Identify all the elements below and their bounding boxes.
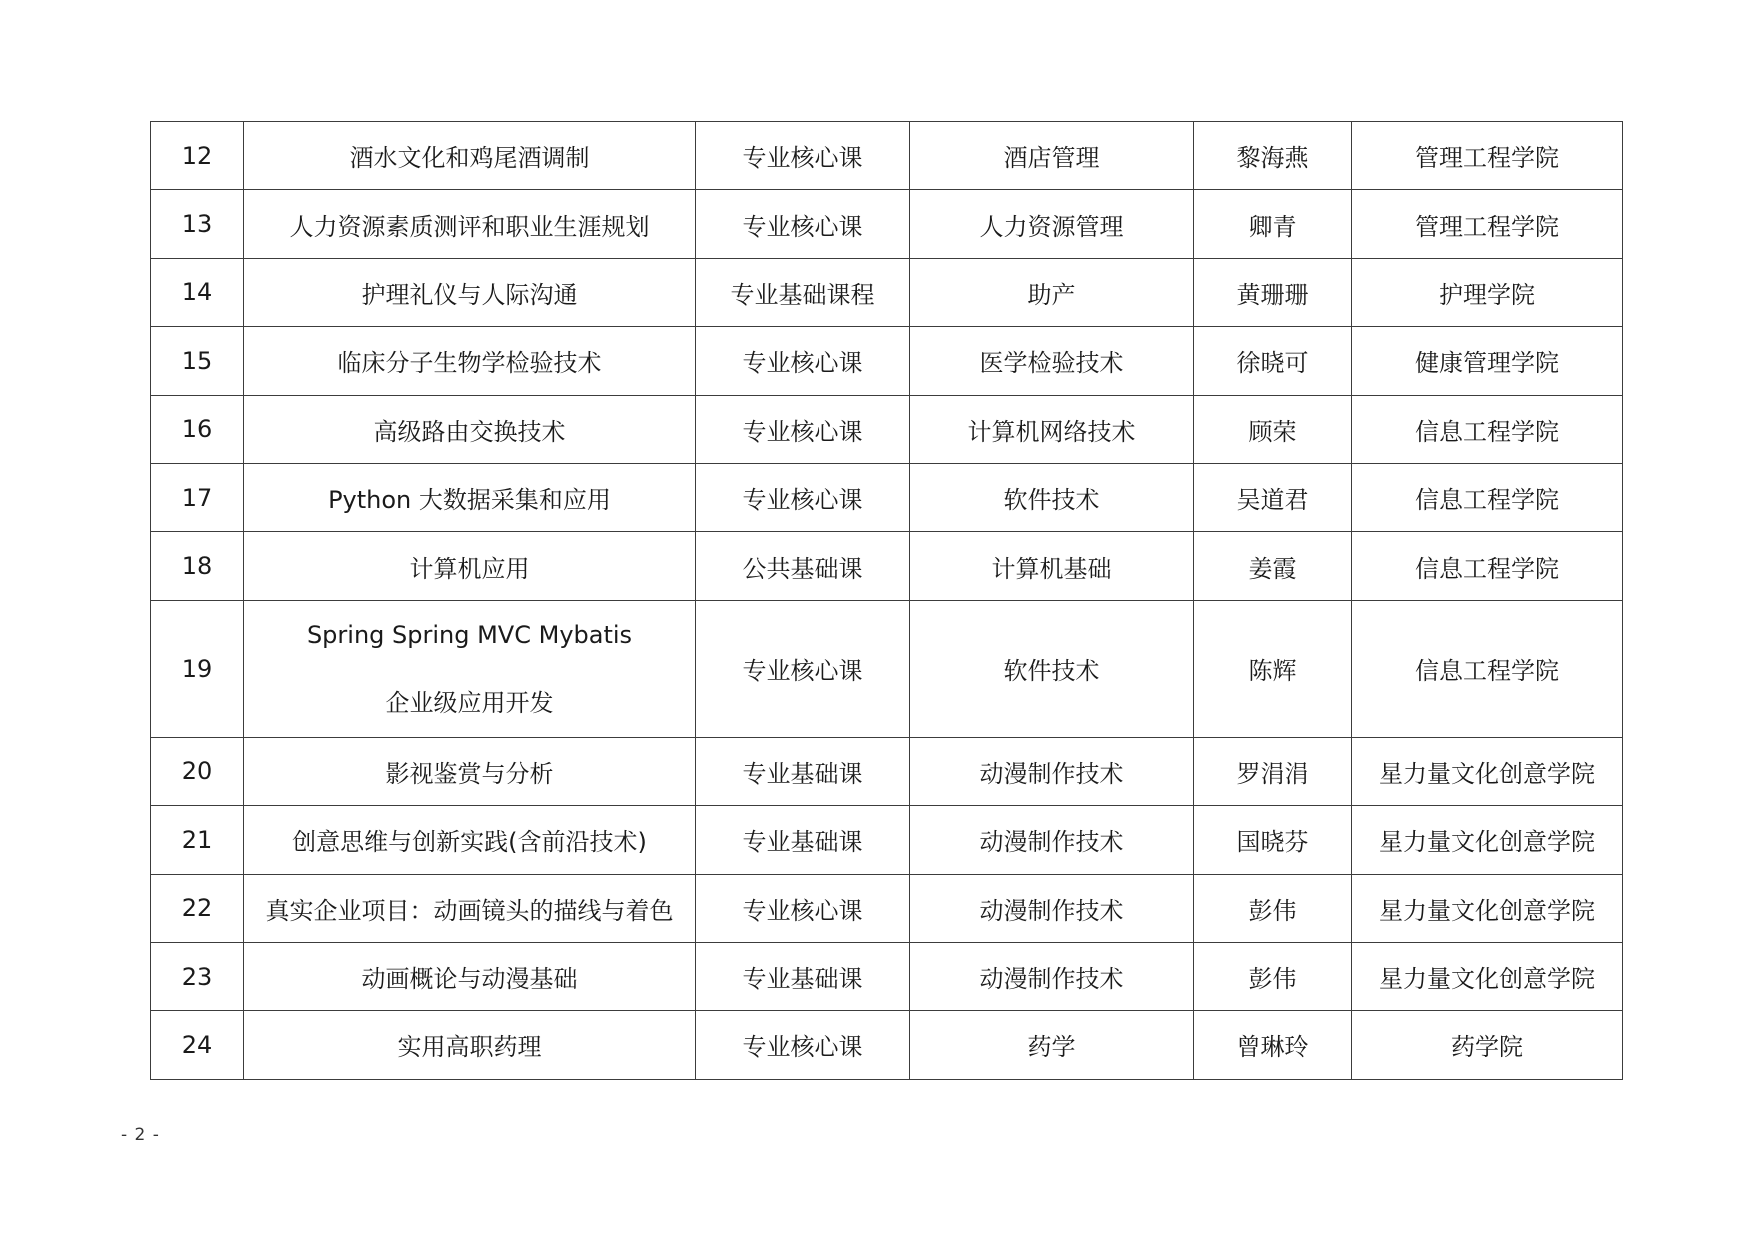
cell-teacher-name: 彭伟 xyxy=(1194,874,1352,942)
cell-teacher-name: 吴道君 xyxy=(1194,463,1352,531)
page-number: - 2 - xyxy=(121,1125,160,1145)
cell-teacher-name: 顾荣 xyxy=(1194,395,1352,463)
cell-teacher-name: 国晓芬 xyxy=(1194,806,1352,874)
cell-row-number: 14 xyxy=(151,258,244,326)
cell-course-type: 专业核心课 xyxy=(696,327,910,395)
cell-teacher-name: 徐晓可 xyxy=(1194,327,1352,395)
cell-major: 医学检验技术 xyxy=(910,327,1194,395)
cell-course-type: 专业基础课 xyxy=(696,942,910,1010)
course-table xyxy=(150,121,1623,1080)
cell-course-type: 公共基础课 xyxy=(696,532,910,600)
cell-row-number: 21 xyxy=(151,806,244,874)
cell-college: 药学院 xyxy=(1352,1011,1623,1079)
table-row xyxy=(151,806,1623,874)
cell-college: 健康管理学院 xyxy=(1352,327,1623,395)
cell-college: 信息工程学院 xyxy=(1352,532,1623,600)
table-row xyxy=(151,600,1623,737)
cell-course-type: 专业核心课 xyxy=(696,1011,910,1079)
cell-major: 动漫制作技术 xyxy=(910,737,1194,805)
cell-teacher-name: 彭伟 xyxy=(1194,942,1352,1010)
cell-row-number: 24 xyxy=(151,1011,244,1079)
cell-course-name: 护理礼仪与人际沟通 xyxy=(244,258,696,326)
cell-course-name: 真实企业项目：动画镜头的描线与着色 xyxy=(244,874,696,942)
cell-college: 管理工程学院 xyxy=(1352,122,1623,190)
cell-course-type: 专业核心课 xyxy=(696,600,910,737)
cell-college: 护理学院 xyxy=(1352,258,1623,326)
cell-row-number: 19 xyxy=(151,600,244,737)
cell-course-name: 酒水文化和鸡尾酒调制 xyxy=(244,122,696,190)
cell-major: 动漫制作技术 xyxy=(910,806,1194,874)
cell-row-number: 22 xyxy=(151,874,244,942)
table-row xyxy=(151,1011,1623,1079)
cell-college: 星力量文化创意学院 xyxy=(1352,942,1623,1010)
cell-course-name: 人力资源素质测评和职业生涯规划 xyxy=(244,190,696,258)
cell-college: 信息工程学院 xyxy=(1352,395,1623,463)
cell-row-number: 23 xyxy=(151,942,244,1010)
cell-major: 酒店管理 xyxy=(910,122,1194,190)
cell-course-type: 专业核心课 xyxy=(696,190,910,258)
cell-teacher-name: 姜霞 xyxy=(1194,532,1352,600)
table-row xyxy=(151,327,1623,395)
cell-row-number: 20 xyxy=(151,737,244,805)
cell-row-number: 15 xyxy=(151,327,244,395)
cell-row-number: 18 xyxy=(151,532,244,600)
cell-major: 助产 xyxy=(910,258,1194,326)
cell-teacher-name: 卿青 xyxy=(1194,190,1352,258)
cell-row-number: 17 xyxy=(151,463,244,531)
cell-course-type: 专业基础课程 xyxy=(696,258,910,326)
cell-course-name xyxy=(244,600,696,737)
cell-major: 药学 xyxy=(910,1011,1194,1079)
table-row xyxy=(151,395,1623,463)
cell-college: 星力量文化创意学院 xyxy=(1352,737,1623,805)
cell-teacher-name: 黄珊珊 xyxy=(1194,258,1352,326)
cell-college: 信息工程学院 xyxy=(1352,463,1623,531)
cell-course-type: 专业基础课 xyxy=(696,806,910,874)
table-row xyxy=(151,942,1623,1010)
cell-major: 动漫制作技术 xyxy=(910,942,1194,1010)
table-row xyxy=(151,258,1623,326)
cell-course-name: 高级路由交换技术 xyxy=(244,395,696,463)
cell-row-number: 16 xyxy=(151,395,244,463)
cell-course-name: 计算机应用 xyxy=(244,532,696,600)
cell-college: 星力量文化创意学院 xyxy=(1352,806,1623,874)
cell-row-number: 13 xyxy=(151,190,244,258)
cell-course-name: 实用高职药理 xyxy=(244,1011,696,1079)
table-row xyxy=(151,737,1623,805)
cell-major: 软件技术 xyxy=(910,463,1194,531)
cell-row-number: 12 xyxy=(151,122,244,190)
cell-college: 星力量文化创意学院 xyxy=(1352,874,1623,942)
cell-major: 计算机基础 xyxy=(910,532,1194,600)
cell-course-type: 专业核心课 xyxy=(696,874,910,942)
cell-college: 信息工程学院 xyxy=(1352,600,1623,737)
cell-course-name: 动画概论与动漫基础 xyxy=(244,942,696,1010)
cell-teacher-name: 曾琳玲 xyxy=(1194,1011,1352,1079)
table-row xyxy=(151,532,1623,600)
cell-course-name: 创意思维与创新实践(含前沿技术) xyxy=(244,806,696,874)
cell-major: 人力资源管理 xyxy=(910,190,1194,258)
cell-college: 管理工程学院 xyxy=(1352,190,1623,258)
cell-course-name: 影视鉴赏与分析 xyxy=(244,737,696,805)
cell-course-name: Python 大数据采集和应用 xyxy=(244,463,696,531)
cell-teacher-name: 罗涓涓 xyxy=(1194,737,1352,805)
table-row xyxy=(151,463,1623,531)
cell-course-type: 专业核心课 xyxy=(696,122,910,190)
cell-major: 计算机网络技术 xyxy=(910,395,1194,463)
cell-course-type: 专业基础课 xyxy=(696,737,910,805)
cell-text-line: Spring Spring MVC Mybatis xyxy=(306,620,633,649)
cell-major: 动漫制作技术 xyxy=(910,874,1194,942)
cell-course-type: 专业核心课 xyxy=(696,395,910,463)
cell-major: 软件技术 xyxy=(910,600,1194,737)
table-row xyxy=(151,874,1623,942)
table-row xyxy=(151,122,1623,190)
cell-course-type: 专业核心课 xyxy=(696,463,910,531)
cell-teacher-name: 黎海燕 xyxy=(1194,122,1352,190)
cell-teacher-name: 陈辉 xyxy=(1194,600,1352,737)
cell-text-line: 企业级应用开发 xyxy=(385,688,554,717)
cell-course-name: 临床分子生物学检验技术 xyxy=(244,327,696,395)
table-body xyxy=(151,122,1623,1080)
table-row xyxy=(151,190,1623,258)
